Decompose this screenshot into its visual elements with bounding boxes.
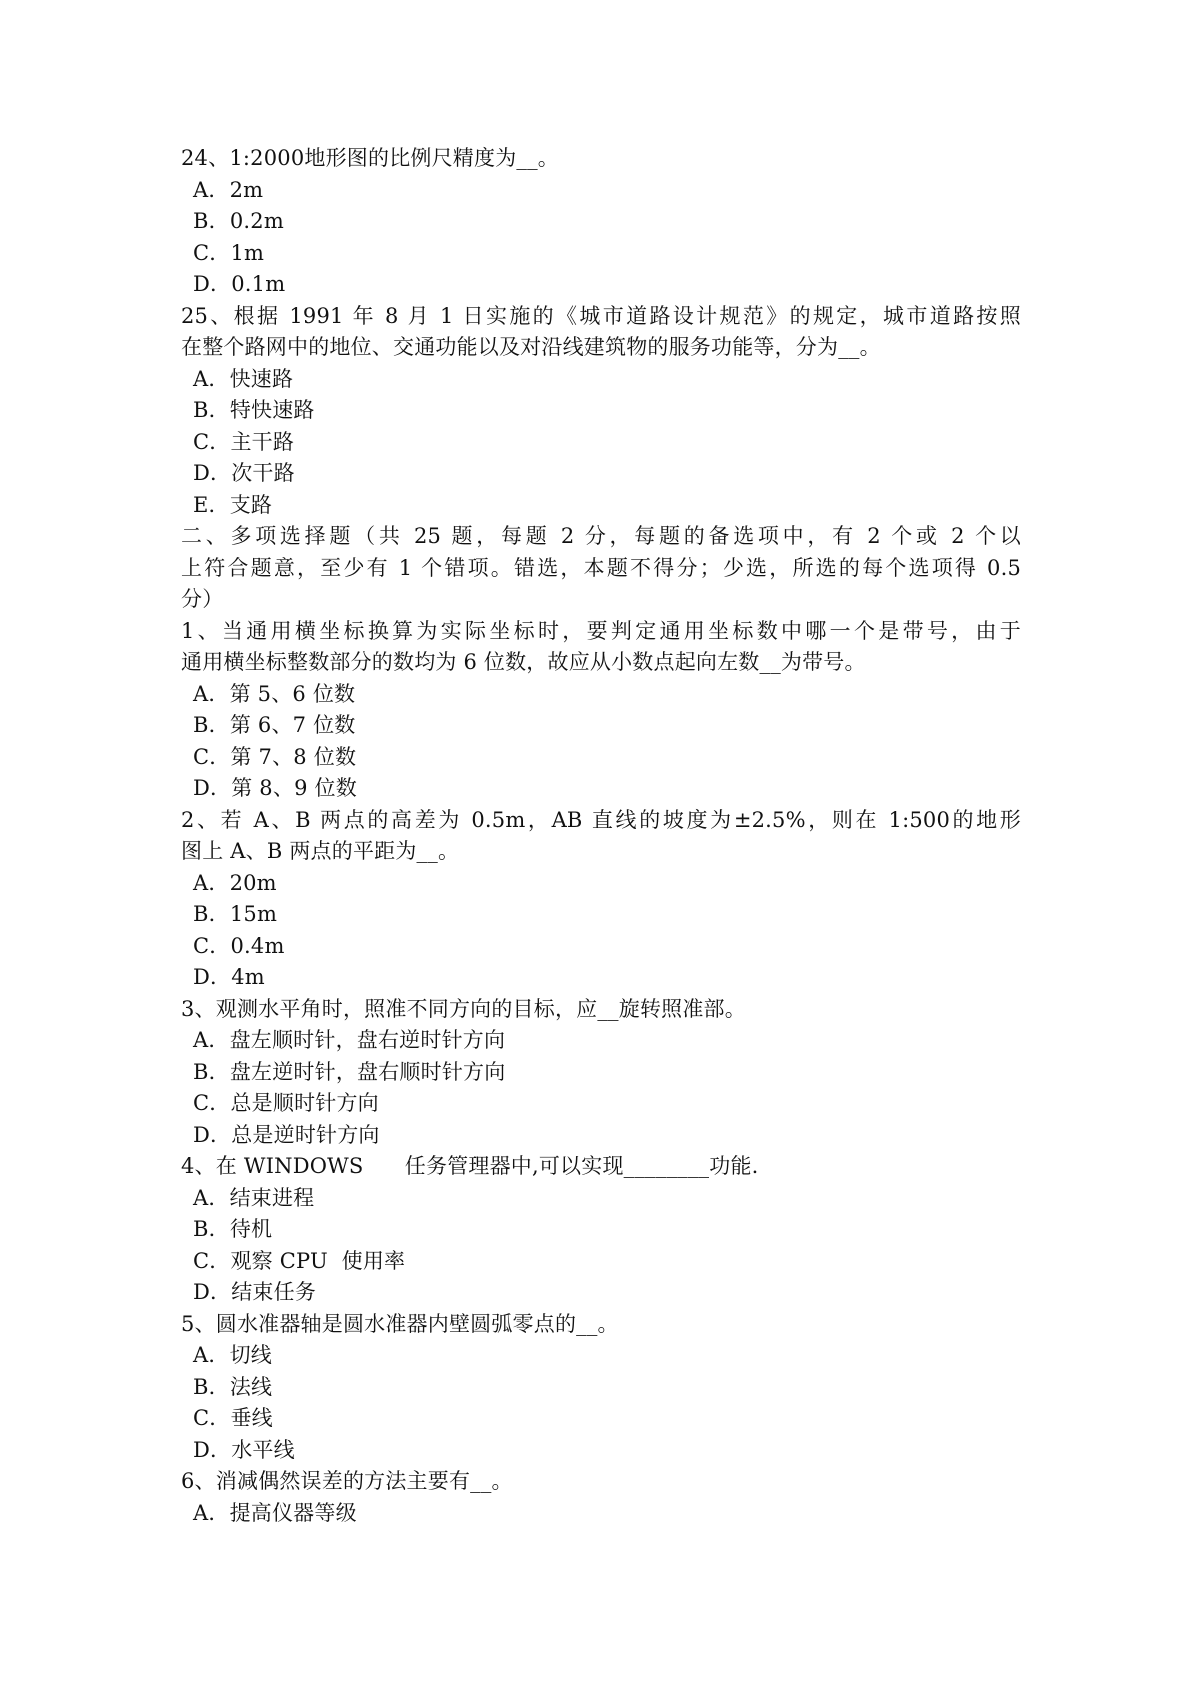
- multi-question-2-stem-line-2: 图上 A、B 两点的平距为__。: [181, 839, 460, 863]
- question-24-option-a: A．2m: [193, 177, 264, 202]
- multi-question-4-option-b: B．待机: [193, 1217, 273, 1241]
- multi-question-4-option-c: C．观察 CPU 使用率: [193, 1248, 406, 1273]
- multi-question-5-stem: 5、圆水准器轴是圆水准器内壁圆弧零点的__。: [181, 1311, 619, 1336]
- multi-question-1-stem-line-2: 通用横坐标整数部分的数均为 6 位数，故应从小数点起向左数__为带号。: [181, 650, 866, 674]
- multi-question-1-option-d: D．第 8、9 位数: [193, 776, 357, 800]
- multi-question-1-option-b: B．第 6、7 位数: [193, 713, 356, 737]
- section-2-heading-line-2: 上符合题意，至少有 1 个错项。错选，本题不得分；少选，所选的每个选项得 0.5: [181, 555, 1021, 580]
- multi-question-3-option-c: C．总是顺时针方向: [193, 1091, 379, 1115]
- multi-question-5-option-b: B．法线: [193, 1374, 273, 1399]
- multi-question-2-stem-line-1: 2、若 A、B 两点的高差为 0.5m，AB 直线的坡度为±2.5%，则在 1:500的地形: [181, 807, 1021, 832]
- question-24-option-d: D．0.1m: [193, 272, 286, 296]
- multi-question-6-option-a: A．提高仪器等级: [193, 1500, 357, 1525]
- section-2-heading-line-3: 分）: [181, 587, 224, 611]
- multi-question-5-option-c: C．垂线: [193, 1406, 273, 1430]
- multi-question-3-stem: 3、观测水平角时，照准不同方向的目标，应__旋转照准部。: [181, 996, 746, 1021]
- question-24-option-c: C．1m: [193, 240, 265, 265]
- multi-question-2-stem: [181, 805, 1021, 868]
- multi-question-5-option-a: A．切线: [193, 1343, 272, 1367]
- multi-question-2-option-a: A．20m: [193, 870, 277, 895]
- section-2-heading-line-1: 二、多项选择题（共 25 题，每题 2 分，每题的备选项中，有 2 个或 2 个以: [181, 524, 1021, 548]
- multi-question-6-stem: 6、消减偶然误差的方法主要有__。: [181, 1469, 513, 1493]
- question-25-option-c: C．主干路: [193, 429, 295, 454]
- question-25-option-b: B．特快速路: [193, 398, 315, 422]
- question-24-option-b: B．0.2m: [193, 209, 284, 233]
- question-25-option-a: A．快速路: [193, 366, 294, 391]
- multi-question-5-option-d: D．水平线: [193, 1437, 295, 1462]
- multi-question-2-option-b: B．15m: [193, 902, 278, 926]
- multi-question-4-stem: 4、在 WINDOWS 任务管理器中,可以实现________功能.: [181, 1154, 759, 1178]
- multi-question-4-option-d: D．结束任务: [193, 1280, 317, 1304]
- document-content: [181, 143, 1021, 1529]
- question-25-option-d: D．次干路: [193, 461, 295, 485]
- multi-question-4-option-a: A．结束进程: [193, 1185, 315, 1210]
- multi-question-3-option-a: A．盘左顺时针，盘右逆时针方向: [193, 1028, 506, 1052]
- multi-question-1-option-a: A．第 5、6 位数: [193, 681, 356, 706]
- question-24-stem: 24、1:2000地形图的比例尺精度为__。: [181, 146, 559, 170]
- multi-question-1-stem-line-1: 1、当通用横坐标换算为实际坐标时，要判定通用坐标数中哪一个是带号，由于: [181, 618, 1021, 643]
- section-2-heading: [181, 521, 1021, 616]
- question-25-option-e: E．支路: [193, 492, 273, 517]
- multi-question-2-option-d: D．4m: [193, 965, 265, 989]
- multi-question-2-option-c: C．0.4m: [193, 933, 285, 958]
- multi-question-1-stem: [181, 616, 1021, 679]
- question-25-stem-line-2: 在整个路网中的地位、交通功能以及对沿线建筑物的服务功能等，分为__。: [181, 335, 881, 359]
- question-25-stem: [181, 301, 1021, 364]
- multi-question-3-option-d: D．总是逆时针方向: [193, 1122, 380, 1147]
- multi-question-1-option-c: C．第 7、8 位数: [193, 744, 357, 769]
- question-25-stem-line-1: 25、根据 1991 年 8 月 1 日实施的《城市道路设计规范》的规定，城市道路按照: [181, 303, 1021, 328]
- multi-question-3-option-b: B．盘左逆时针，盘右顺时针方向: [193, 1059, 506, 1084]
